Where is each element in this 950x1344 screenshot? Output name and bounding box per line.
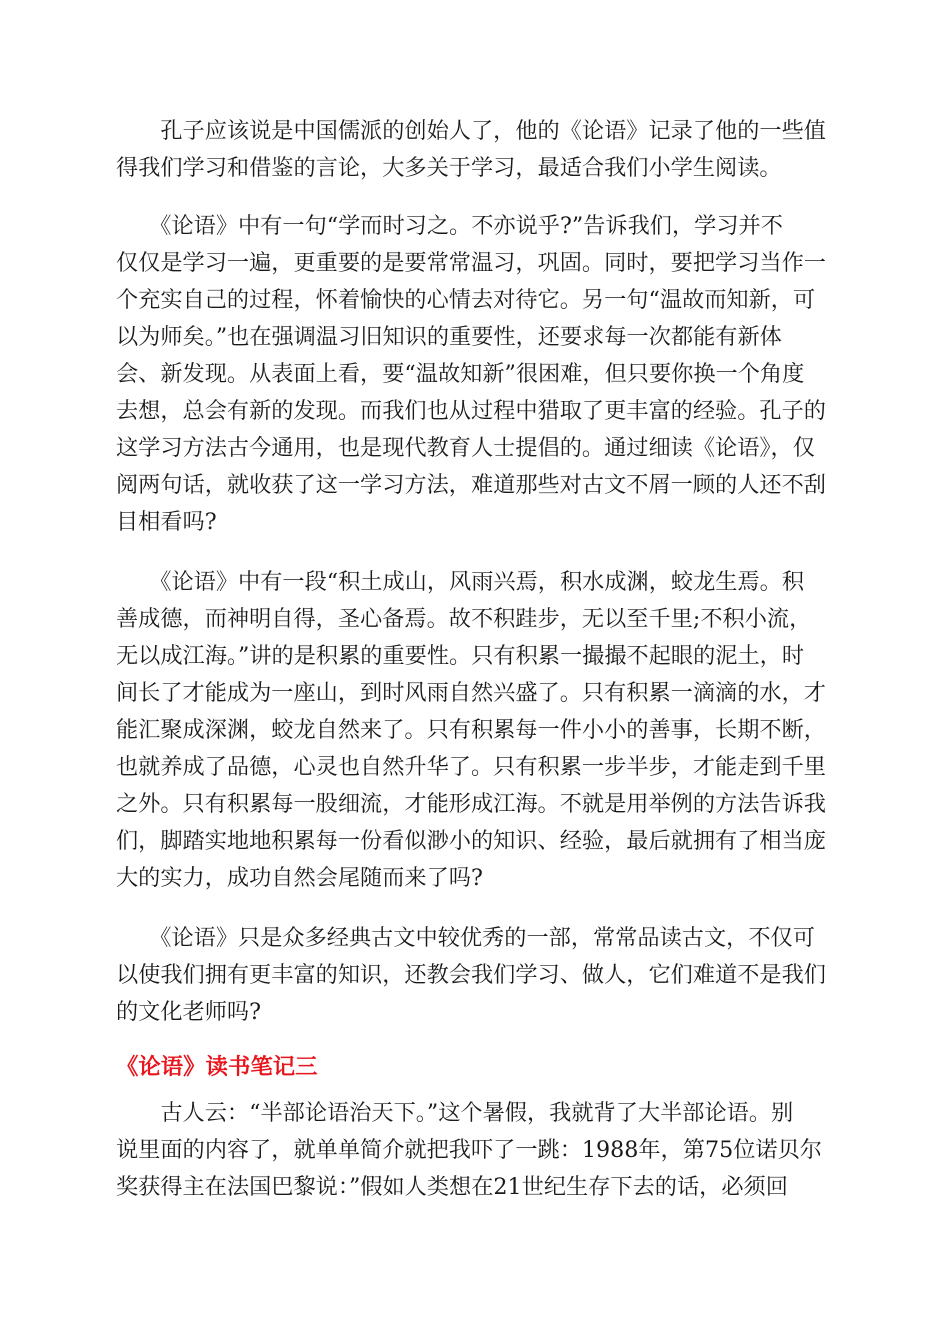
text-line: 大的实力，成功自然会尾随而来了吗? <box>116 865 483 891</box>
text-line: 古人云：“半部论语治天下。”这个暑假，我就背了大半部论语。别 <box>116 1100 794 1126</box>
section-heading: 《论语》读书笔记三 <box>116 1054 318 1080</box>
text-line: 善成德，而神明自得，圣心备焉。故不积跬步，无以至千里;不积小流， <box>116 606 812 632</box>
text-line: 也就养成了品德，心灵也自然升华了。只有积累一步半步，才能走到千里 <box>116 754 826 780</box>
text-line: 去想，总会有新的发现。而我们也从过程中猎取了更丰富的经验。孔子的 <box>116 398 826 424</box>
text-line: 个充实自己的过程，怀着愉快的心情去对待它。另一句“温故而知新，可 <box>116 287 816 313</box>
text-line: 目相看吗? <box>116 509 217 535</box>
text-line: 《论语》中有一段“积土成山，风雨兴焉，积水成渊，蛟龙生焉。积 <box>116 569 805 595</box>
text-line: 孔子应该说是中国儒派的创始人了，他的《论语》记录了他的一些值 <box>116 118 826 144</box>
text-line: 的文化老师吗? <box>116 999 262 1025</box>
text-line: 这学习方法古今通用，也是现代教育人士提倡的。通过细读《论语》，仅 <box>116 435 815 461</box>
paragraph-1 <box>116 113 832 187</box>
text-line: 《论语》只是众多经典古文中较优秀的一部，常常品读古文，不仅可 <box>116 925 815 951</box>
paragraph-3 <box>116 564 832 897</box>
paragraph-2 <box>116 208 832 541</box>
text-line: 们，脚踏实地地积累每一份看似渺小的知识、经验，最后就拥有了相当庞 <box>116 828 826 854</box>
paragraph-4 <box>116 920 832 1031</box>
text-line: 阅两句话，就收获了这一学习方法，难道那些对古文不屑一顾的人还不刮 <box>116 472 826 498</box>
text-line: 说里面的内容了，就单单简介就把我吓了一跳：1988年，第75位诺贝尔 <box>116 1137 822 1163</box>
text-line: 会、新发现。从表面上看，要“温故知新”很困难，但只要你换一个角度 <box>116 361 805 387</box>
text-line: 间长了才能成为一座山，到时风雨自然兴盛了。只有积累一滴滴的水，才 <box>116 680 826 706</box>
text-line: 能汇聚成深渊，蛟龙自然来了。只有积累每一件小小的善事，长期不断， <box>116 717 826 743</box>
text-line: 奖获得主在法国巴黎说：”假如人类想在21世纪生存下去的话，必须回 <box>116 1174 788 1200</box>
text-line: 仅仅是学习一遍，更重要的是要常常温习，巩固。同时，要把学习当作一 <box>116 250 826 276</box>
text-line: 以为师矣。”也在强调温习旧知识的重要性，还要求每一次都能有新体 <box>116 324 782 350</box>
text-line: 之外。只有积累每一股细流，才能形成江海。不就是用举例的方法告诉我 <box>116 791 826 817</box>
text-line: 得我们学习和借鉴的言论，大多关于学习，最适合我们小学生阅读。 <box>116 155 782 181</box>
section-paragraph <box>116 1095 832 1206</box>
text-line: 无以成江海。”讲的是积累的重要性。只有积累一撮撮不起眼的泥土，时 <box>116 643 805 669</box>
text-line: 以使我们拥有更丰富的知识，还教会我们学习、做人，它们难道不是我们 <box>116 962 826 988</box>
text-line: 《论语》中有一句“学而时习之。不亦说乎?”告诉我们，学习并不 <box>116 213 783 239</box>
